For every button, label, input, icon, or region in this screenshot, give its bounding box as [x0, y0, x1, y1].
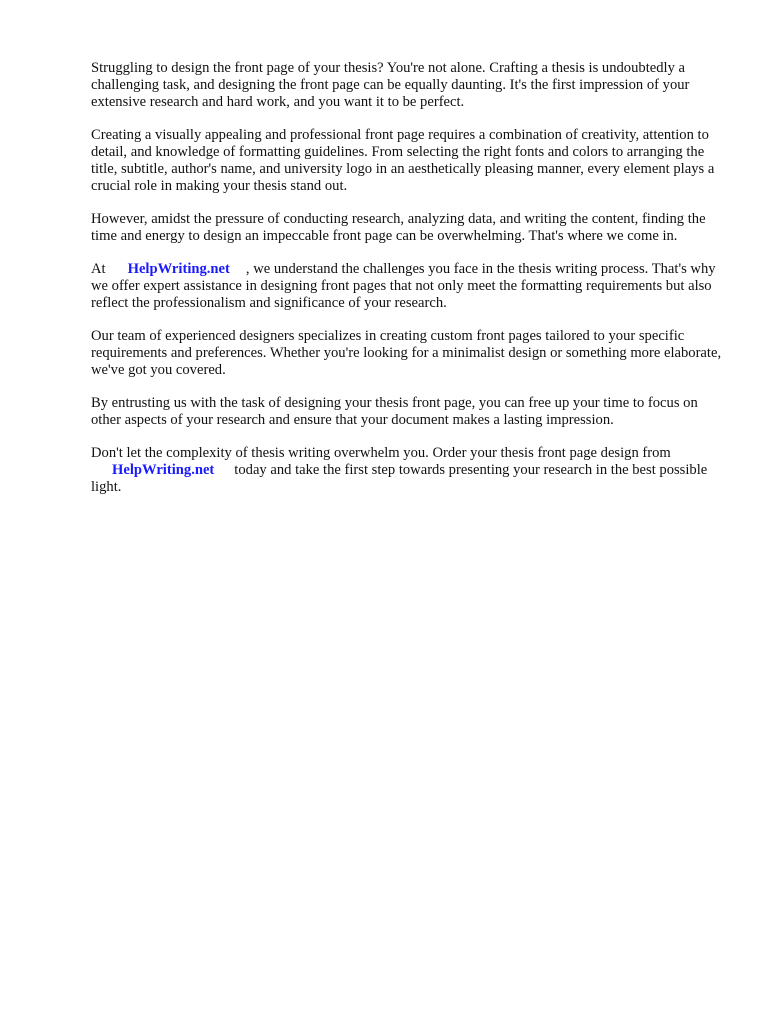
- helpwriting-link-cta[interactable]: HelpWriting.net: [112, 462, 215, 478]
- paragraph-entrusting: By entrusting us with the task of designing your thesis front page, you can free up your time to focus on other aspects of your research and ensure that your document makes a lasting impression.: [91, 395, 698, 428]
- paragraph-intro: Struggling to design the front page of your thesis? You're not alone. Crafting a thesis is undoubtedly a challenging task, and designing the front page can be equally daunting. It's the first impression of your extensive research and hard work, and you want it to be perfect.: [91, 60, 690, 110]
- helpwriting-link[interactable]: HelpWriting.net: [127, 261, 230, 277]
- paragraph-team: Our team of experienced designers specializes in creating custom front pages tailored to your specific requirements and preferences. Whether you're looking for a minimalist design or something more elaborate, we've got you covered.: [91, 328, 722, 378]
- paragraph-call-to-action-rest: today and take the first step towards presenting your research in the best possible light.: [91, 462, 708, 495]
- paragraph-about-service: [91, 261, 731, 312]
- paragraph-call-to-action: [91, 445, 731, 496]
- paragraph-pressure: However, amidst the pressure of conducting research, analyzing data, and writing the content, finding the time and energy to design an impeccable front page can be overwhelming. That's where we come in.: [91, 211, 706, 244]
- paragraph-design-requirements: Creating a visually appealing and professional front page requires a combination of creativity, attention to detail, and knowledge of formatting guidelines. From selecting the right fonts and colors to arranging the title, subtitle, author's name, and university logo in an aesthetically pleasing manner, every element plays a crucial role in making your thesis stand out.: [91, 127, 715, 194]
- paragraph-about-service-lead: At: [91, 261, 106, 277]
- paragraph-call-to-action-lead: Don't let the complexity of thesis writing overwhelm you. Order your thesis front page design from: [91, 445, 671, 461]
- paragraph-about-service-rest: , we understand the challenges you face in the thesis writing process. That's why we offer expert assistance in designing front pages that not only meet the formatting requirements but also reflect the professionalism and significance of your research.: [91, 261, 716, 311]
- document-body: [91, 60, 731, 512]
